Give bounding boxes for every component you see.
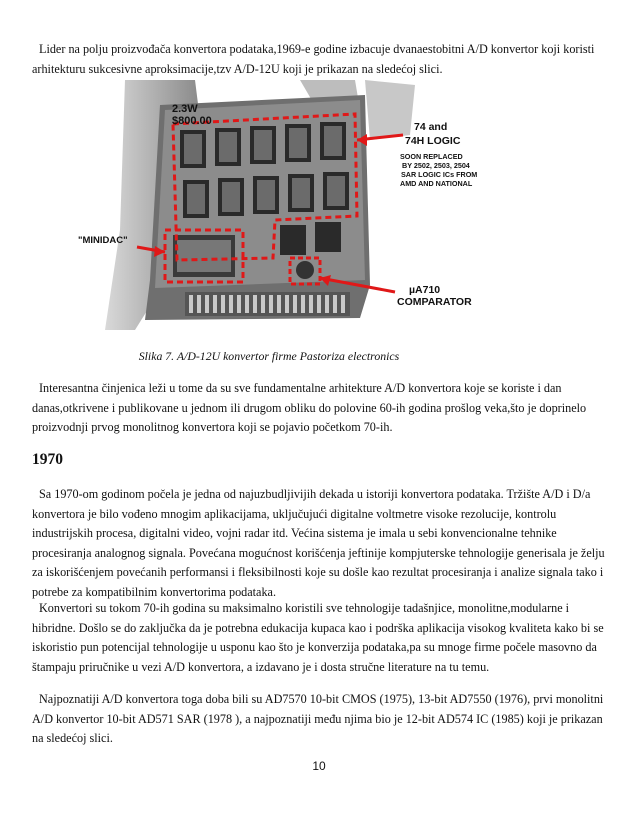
figure-label-logic-line1: 74 and [414,121,448,133]
technologies-paragraph: Konvertori su tokom 70-ih godina su maksimalno koristili sve tehnologije tadašnjice, monolitne,modularne i hibridne. Došlo se do zaključka da je potrebna edukacija kupaca kao i podrška aplikacija visokog kvaliteta kako bi se iskoristio pun potencijal tehnologije u usponu kao što je konverzija podataka,pa su mnoge firme počele masovno da štampaju priručnike u vezi A/D konvertora, a izdavano je i dosta stručne literature na tu temu. [32,601,604,674]
figure-label-replaced-line2: BY 2502, 2503, 2504 [402,161,470,170]
figure-label-logic-line2: 74H LOGIC [405,135,461,147]
intro-paragraph: Lider na polju proizvođača konvertora podataka,1969-e godine izbacuje dvanaestobitni A/D konvertor koji koristi arhitekturu sukcesivne aproksimacije,tzv A/D-12U koji je prikazan na sledećoj slici. [32,42,595,76]
architecture-paragraph: Interesantna činjenica leži u tome da su sve fundamentalne arhitekture A/D konvertora koje se koriste i dan danas,otkrivene i publikovane u jednom ili drugom obliku do polovine 60-ih godina prošlog veka,što je doprinelo proizvodnji prvog monolitnog konvertora koji se pojavio početkom 70-ih. [32,381,587,434]
figure-label-comparator-line1: µA710 [409,284,441,296]
decade-paragraph: Sa 1970-om godinom počela je jedna od najuzbudljivijih dekada u istoriji konvertora podataka. Tržište A/D i D/a konvertora je bilo vođeno mnogim aplikacijama, uključujući digitalne voltmetre visoke rezolucije, kontrolu industrijskih procesa, digitalni video, vojni radar itd. Većina sistema je imala u sebi konvencionalne tehnike procesiranja analognog signala. Povećana mogućnost korišćenja jeftinije kompjuterske tehnologije generisala je želju za iskorišćenjem povećanih performansi i fleksibilnosti koje su došle kao rezultat procesiranja i analize signala tako i potrebe za kompatibilnim konvertorima podataka. [32,487,605,599]
figure-label-replaced-line1: SOON REPLACED [400,152,463,161]
figure-label-price: $800.00 [172,115,212,127]
figure-label-comparator-line2: COMPARATOR [397,296,472,308]
page-number: 10 [312,759,326,773]
figure-label-replaced-line4: AMD AND NATIONAL [400,179,473,188]
figure-label-replaced-line3: SAR LOGIC ICs FROM [401,170,478,179]
figure-label-minidac: "MINIDAC" [78,235,128,246]
section-heading-1970: 1970 [32,451,63,468]
famous-converters-paragraph: Najpoznatiji A/D konvertora toga doba bili su AD7570 10-bit CMOS (1975), 13-bit AD7550 (1976), prvi monolitni A/D konvertor 10-bit AD571 SAR (1978 ), a najpoznatiji među njima bio je 12-bit AD574 IC (1985) koji je prikazan na sledećoj slici. [32,692,604,745]
figure-label-power: 2.3W [172,103,198,115]
figure-caption: Slika 7. A/D-12U konvertor firme Pastoriza electronics [138,349,400,363]
